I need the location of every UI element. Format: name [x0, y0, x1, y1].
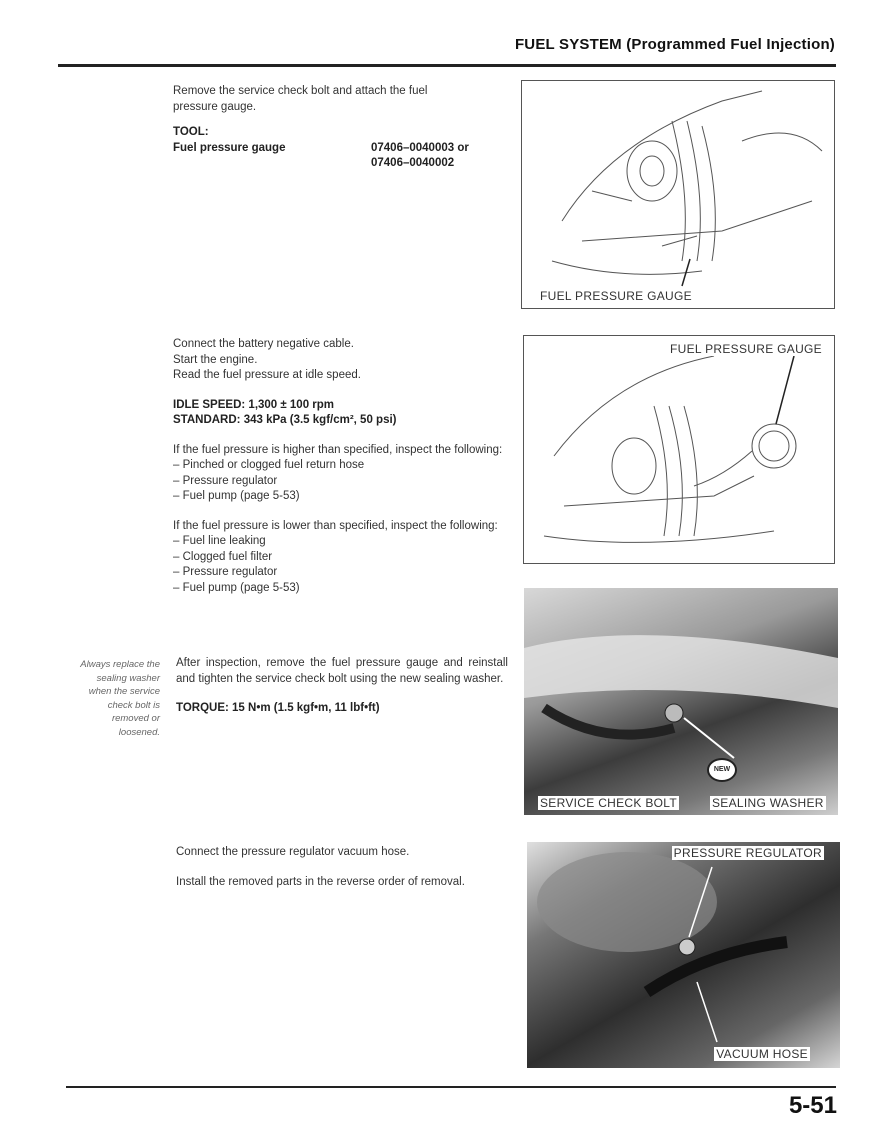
tool-name: Fuel pressure gauge [173, 141, 286, 154]
spec-label: STANDARD: [173, 414, 241, 426]
higher-intro: If the fuel pressure is higher than specified, inspect the following: [173, 443, 503, 456]
section-reassembly [176, 845, 510, 890]
photo-pressure-regulator [527, 842, 840, 1068]
page-number: 5-51 [788, 1092, 837, 1119]
instruction-line: Remove the service check bolt and attach the fuel [173, 85, 428, 97]
list-item: – Pressure regulator [173, 565, 507, 581]
instruction: After inspection, remove the fuel pressure gauge and reinstall and tighten the service check bolt using the new sealing washer. [176, 657, 508, 685]
tool-label: TOOL: [173, 126, 209, 138]
engine-gauge-line-drawing [524, 336, 834, 563]
step: Start the engine. [173, 353, 258, 366]
idle-speed-spec [173, 398, 507, 414]
lower-intro: If the fuel pressure is lower than specified, inspect the following: [173, 519, 498, 532]
list-item: – Fuel pump (page 5-53) [173, 489, 507, 505]
photo-detail [527, 842, 840, 1068]
spec-value: 343 kPa (3.5 kgf/cm², 50 psi) [243, 414, 397, 426]
instruction-line: pressure gauge. [173, 100, 257, 113]
list-item: – Pinched or clogged fuel return hose [173, 458, 507, 474]
standard-spec [173, 413, 507, 429]
higher-checklist [173, 458, 507, 505]
page-header-title: FUEL SYSTEM (Programmed Fuel Injection) [514, 36, 835, 53]
callout-fuel-pressure-gauge: FUEL PRESSURE GAUGE [670, 342, 822, 356]
list-item: – Clogged fuel filter [173, 550, 507, 566]
list-item: – Fuel pump (page 5-53) [173, 581, 507, 597]
callout-vacuum-hose: VACUUM HOSE [716, 1047, 808, 1061]
header-rule [58, 64, 836, 67]
photo-service-check-bolt [524, 588, 838, 815]
spec-value: 1,300 ± 100 rpm [248, 398, 335, 411]
engine-line-drawing [522, 81, 834, 308]
step: Read the fuel pressure at idle speed. [173, 369, 361, 381]
side-note: Always replace the sealing washer when the service check bolt is removed or loosened. [80, 659, 160, 738]
torque-spec [176, 701, 508, 717]
spec-label: TORQUE: [176, 702, 229, 714]
photo-detail [524, 588, 838, 815]
step: Install the removed parts in the reverse order of removal. [176, 875, 465, 888]
list-item: – Fuel line leaking [173, 534, 507, 550]
tool-number: 07406–0040003 or [371, 141, 469, 154]
callout-pressure-regulator: PRESSURE REGULATOR [673, 846, 822, 860]
tool-numbers [371, 141, 469, 172]
step: Connect the pressure regulator vacuum hose. [176, 846, 410, 858]
callout-sealing-washer: SEALING WASHER [712, 796, 824, 810]
spec-value: 15 N•m (1.5 kgf•m, 11 lbf•ft) [232, 702, 380, 714]
figure-gauge-attach [521, 80, 835, 309]
list-item: – Pressure regulator [173, 474, 507, 490]
callout-fuel-pressure-gauge: FUEL PRESSURE GAUGE [540, 289, 692, 303]
lower-checklist [173, 534, 507, 596]
step: Connect the battery negative cable. [173, 338, 354, 350]
section-reinstall-bolt [176, 656, 508, 717]
new-part-icon: NEW [707, 758, 737, 782]
section-remove-bolt [173, 84, 503, 172]
spec-label: IDLE SPEED: [173, 398, 246, 411]
footer-rule [66, 1086, 836, 1088]
section-read-pressure [173, 337, 507, 596]
callout-service-check-bolt: SERVICE CHECK BOLT [540, 796, 677, 810]
tool-number: 07406–0040002 [371, 157, 455, 169]
figure-gauge-reading [523, 335, 835, 564]
